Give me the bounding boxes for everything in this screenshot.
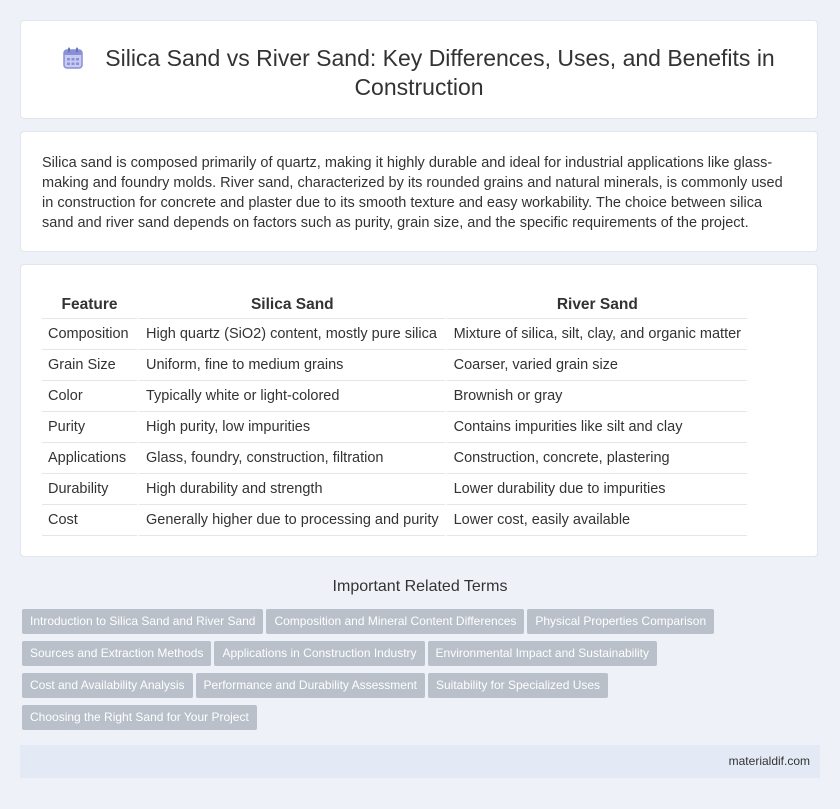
related-term-tag[interactable]: Sources and Extraction Methods [22,641,211,666]
table-row [42,350,747,381]
related-term-tag[interactable]: Introduction to Silica Sand and River Sand [22,609,263,634]
silica-cell: High quartz (SiO2) content, mostly pure silica [137,319,445,350]
related-terms-list [22,609,762,737]
silica-cell: High purity, low impurities [137,412,445,443]
related-term-tag[interactable]: Composition and Mineral Content Differences [266,609,524,634]
silica-cell: Typically white or light-colored [137,381,445,412]
related-term-tag[interactable]: Physical Properties Comparison [527,609,714,634]
table-row [42,319,747,350]
silica-cell: Glass, foundry, construction, filtration [137,443,445,474]
river-cell: Construction, concrete, plastering [445,443,747,474]
page-title-wrap [61,44,777,102]
river-cell: Lower durability due to impurities [445,474,747,505]
header-river-sand: River Sand [445,292,747,319]
related-term-tag[interactable]: Suitability for Specialized Uses [428,673,608,698]
header-feature: Feature [42,292,137,319]
related-term-tag[interactable]: Choosing the Right Sand for Your Project [22,705,257,730]
header-card [20,20,818,119]
river-cell: Contains impurities like silt and clay [445,412,747,443]
intro-paragraph: Silica sand is composed primarily of quartz, making it highly durable and ideal for industrial applications like glass-making and foundry molds. River sand, characterized by its rounded grains and natural minerals, is commonly used in construction for concrete and plaster due to its smooth texture and easy workability. The choice between silica sand and river sand depends on factors such as purity, grain size, and the specific requirements of the project. [42,155,783,231]
footer [20,745,820,778]
feature-cell: Grain Size [42,350,137,381]
table-row [42,443,747,474]
header-silica-sand: Silica Sand [137,292,445,319]
table-row [42,505,747,536]
river-cell: Brownish or gray [445,381,747,412]
feature-cell: Purity [42,412,137,443]
related-term-tag[interactable]: Performance and Durability Assessment [196,673,425,698]
page-title: Silica Sand vs River Sand: Key Differences, Uses, and Benefits in Construction [105,45,775,100]
table-header-row [42,292,747,319]
calendar-icon [63,47,83,69]
feature-cell: Durability [42,474,137,505]
table-row [42,381,747,412]
table-row [42,474,747,505]
river-cell: Lower cost, easily available [445,505,747,536]
footer-site-link[interactable]: materialdif.com [728,754,810,768]
silica-cell: High durability and strength [137,474,445,505]
feature-cell: Applications [42,443,137,474]
river-cell: Coarser, varied grain size [445,350,747,381]
comparison-card [20,264,818,557]
feature-cell: Composition [42,319,137,350]
silica-cell: Uniform, fine to medium grains [137,350,445,381]
related-terms-title: Important Related Terms [332,578,508,595]
feature-cell: Cost [42,505,137,536]
related-term-tag[interactable]: Cost and Availability Analysis [22,673,193,698]
comparison-table [42,292,747,536]
table-row [42,412,747,443]
feature-cell: Color [42,381,137,412]
river-cell: Mixture of silica, silt, clay, and organic matter [445,319,747,350]
related-term-tag[interactable]: Environmental Impact and Sustainability [428,641,657,666]
silica-cell: Generally higher due to processing and purity [137,505,445,536]
related-term-tag[interactable]: Applications in Construction Industry [214,641,424,666]
intro-card [20,131,818,252]
